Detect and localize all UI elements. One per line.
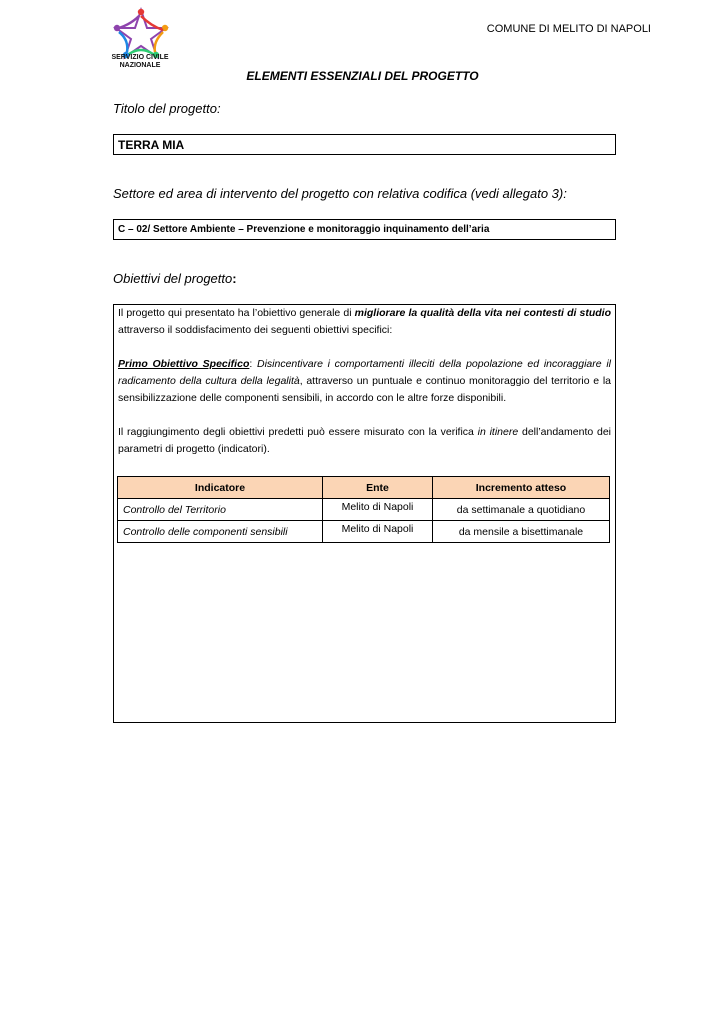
objectives-label-colon: : <box>232 271 237 286</box>
title-label: Titolo del progetto: <box>113 101 221 116</box>
project-title-box: TERRA MIA <box>113 134 616 155</box>
logo-text-line1: SERVIZIO CIVILE <box>111 54 169 61</box>
table-header-row <box>118 477 610 499</box>
sector-label: Settore ed area di intervento del progetto con relativa codifica (vedi allegato 3): <box>113 186 567 201</box>
p3-post: dell’andamento dei parametri di progetto (indicatori). <box>118 426 611 455</box>
p2-post: , attraverso un puntuale e continuo monitoraggio del territorio e la sensibilizzazione delle componenti sensibili, in accordo con le altre forze disponibili. <box>118 375 612 404</box>
cell-ente: Melito di Napoli <box>323 499 433 521</box>
first-specific-objective-paragraph <box>118 356 611 407</box>
table-row <box>118 499 610 521</box>
objectives-label-text: Obiettivi del progetto <box>113 271 233 286</box>
logo-text-line2: NAZIONALE <box>119 62 161 69</box>
cell-increment: da mensile a bisettimanale <box>433 521 610 543</box>
p3-italic: in itinere <box>477 426 519 438</box>
p1-pre: Il progetto qui presentato ha l’obiettivo generale di <box>118 307 355 319</box>
sector-box: C – 02/ Settore Ambiente – Prevenzione e monitoraggio inquinamento dell’aria <box>113 219 616 240</box>
cell-indicator: Controllo delle componenti sensibili <box>118 521 323 543</box>
cell-indicator: Controllo del Territorio <box>118 499 323 521</box>
p2-title: Primo Obiettivo Specifico <box>118 358 250 370</box>
measurement-paragraph <box>118 424 611 458</box>
p1-emphasis: migliorare la qualità della vita nei contesti di studio <box>354 307 611 319</box>
header-municipality: COMUNE DI MELITO DI NAPOLI <box>486 23 651 35</box>
logo-text <box>104 54 176 70</box>
p2-colon: : <box>249 358 257 370</box>
document-title: ELEMENTI ESSENZIALI DEL PROGETTO <box>246 69 479 83</box>
header-ente: Ente <box>323 477 433 499</box>
cell-ente: Melito di Napoli <box>323 521 433 543</box>
p3-pre: Il raggiungimento degli obiettivi predetti può essere misurato con la verifica <box>118 426 478 438</box>
table-row <box>118 521 610 543</box>
objective-general-paragraph <box>118 305 611 339</box>
indicators-table <box>117 476 610 543</box>
header-incremento: Incremento atteso <box>433 477 610 499</box>
objectives-label <box>113 271 237 286</box>
cell-increment: da settimanale a quotidiano <box>433 499 610 521</box>
p1-post: attraverso il soddisfacimento dei seguenti obiettivi specifici: <box>118 324 393 336</box>
header-indicatore: Indicatore <box>118 477 323 499</box>
p2-italic: Disincentivare i comportamenti illeciti della popolazione ed incoraggiare il radicamento della cultura della legalità <box>118 358 611 387</box>
